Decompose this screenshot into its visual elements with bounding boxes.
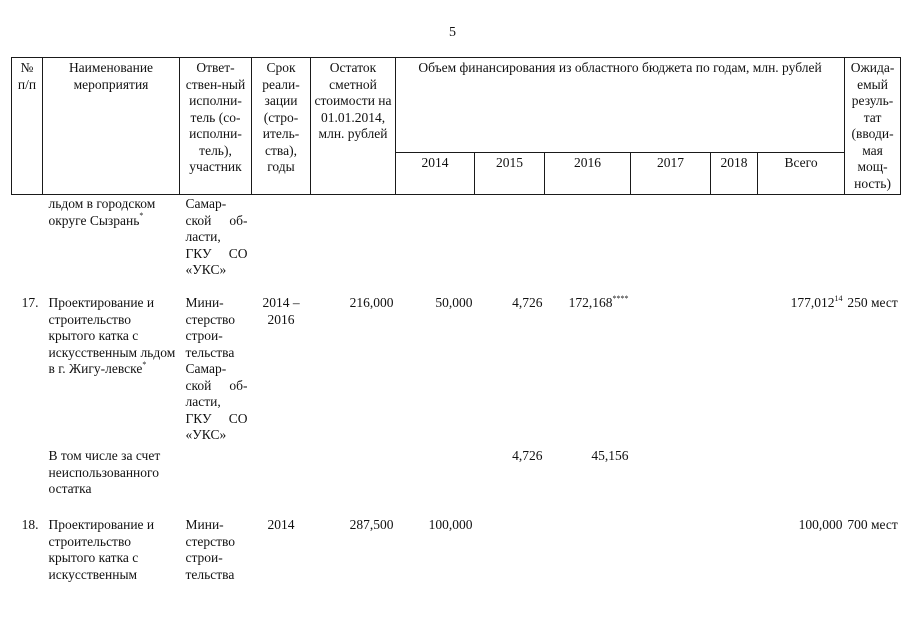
table-row-17-sub bbox=[12, 445, 901, 502]
row-remaining-cost: 287,500 bbox=[349, 517, 394, 532]
row-number: 17. bbox=[21, 295, 39, 310]
table-row-18 bbox=[12, 502, 901, 583]
row-number: 18. bbox=[21, 517, 39, 532]
header-remaining-cost: Остаток сметной стоимости на 01.01.2014, млн. рублей bbox=[311, 58, 396, 195]
row-period: 2014 – 2016 bbox=[262, 295, 300, 327]
row-name: В том числе за счет неиспользованного остатка bbox=[48, 448, 161, 496]
row-name: Проектирование и строительство крытого катка с искусственным bbox=[48, 517, 155, 582]
header-year-2017: 2017 bbox=[631, 153, 711, 195]
row-2016: 45,156 bbox=[591, 448, 629, 463]
header-year-2018: 2018 bbox=[711, 153, 758, 195]
header-name: Наименование мероприятия bbox=[43, 58, 180, 195]
header-year-2014: 2014 bbox=[396, 153, 475, 195]
header-period: Срок реали-зации (стро-итель-ства), годы bbox=[252, 58, 311, 195]
row-2014: 50,000 bbox=[435, 295, 473, 310]
row-name: льдом в городском округе Сызрань* bbox=[48, 196, 156, 228]
table-row-17 bbox=[12, 286, 901, 445]
header-expected-result: Ожида-емый резуль-тат (вводи-мая мощ-ность) bbox=[845, 58, 901, 195]
table-row-continuation bbox=[12, 195, 901, 287]
row-name: Проектирование и строительство крытого катка с искусственным льдом в г. Жигу-левске* bbox=[48, 295, 176, 376]
row-result: 250 мест bbox=[847, 295, 898, 310]
row-responsible: Мини-стерство строи-тельства bbox=[185, 517, 236, 582]
row-remaining-cost: 216,000 bbox=[349, 295, 394, 310]
row-2018 bbox=[711, 286, 758, 445]
row-2016: 172,168**** bbox=[568, 293, 629, 310]
row-2015: 4,726 bbox=[512, 448, 543, 463]
row-2014: 100,000 bbox=[428, 517, 473, 532]
header-row-1 bbox=[12, 58, 901, 153]
row-responsible: Самар-ской об-ласти, ГКУ СО «УКС» bbox=[185, 196, 248, 277]
page-number: 5 bbox=[449, 25, 456, 40]
header-total: Всего bbox=[758, 153, 845, 195]
row-2015: 4,726 bbox=[512, 295, 543, 310]
header-financing: Объем финансирования из областного бюджета по годам, млн. рублей bbox=[396, 58, 845, 153]
row-2017 bbox=[631, 286, 711, 445]
row-total: 177,012$^{14}$ bbox=[790, 293, 843, 310]
header-year-2015: 2015 bbox=[475, 153, 545, 195]
row-total: 100,000 bbox=[798, 517, 843, 532]
header-responsible: Ответ-ствен-ный исполни-тель (со-исполни-тель), участник bbox=[180, 58, 252, 195]
row-result: 700 мест bbox=[847, 517, 898, 532]
financing-table bbox=[11, 57, 901, 583]
row-period: 2014 bbox=[267, 517, 295, 532]
header-no: № п/п bbox=[12, 58, 43, 195]
header-year-2016: 2016 bbox=[545, 153, 631, 195]
row-responsible: Мини-стерство строи-тельства Самар-ской об-ласти, ГКУ СО «УКС» bbox=[185, 295, 248, 442]
